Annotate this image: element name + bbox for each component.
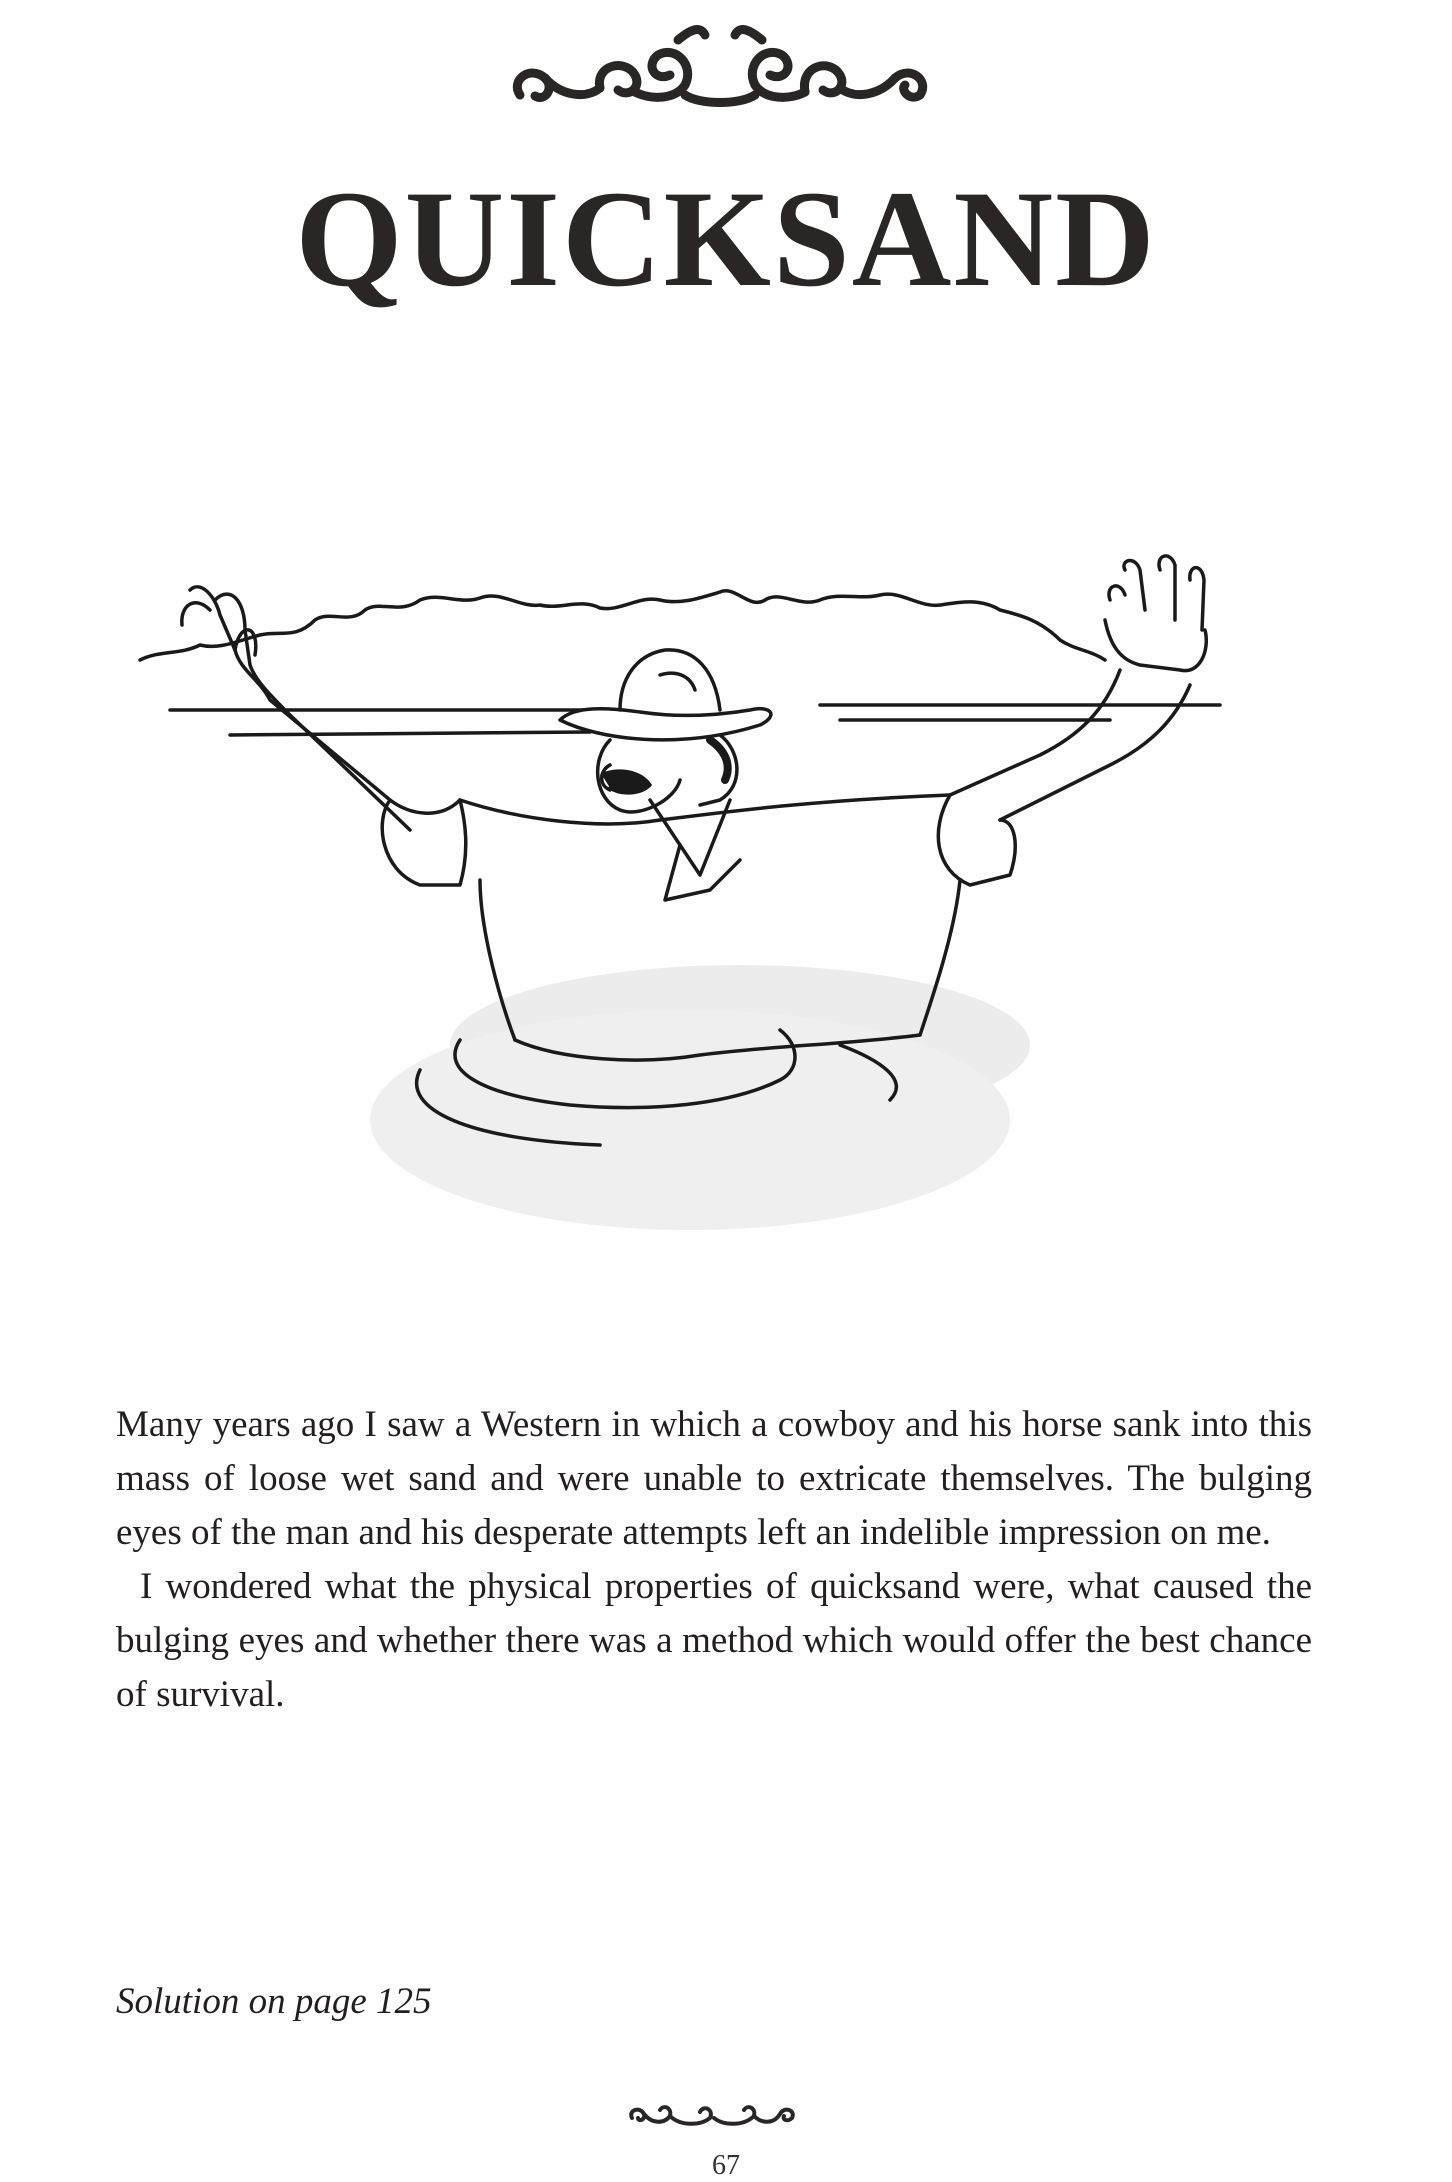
body-text	[116, 1398, 1312, 1722]
page-number: 67	[712, 2150, 740, 2181]
scroll-ornament-icon	[624, 2096, 800, 2136]
page-title: QUICKSAND	[295, 162, 1157, 315]
cowboy-quicksand-illustration	[120, 500, 1320, 1300]
paragraph: I wondered what the physical properties of quicksand were, what caused the bulging eyes and whether there was a method which would offer the best chance of survival.	[116, 1566, 1312, 1715]
paragraph: Many years ago I saw a Western in which a cowboy and his horse sank into this mass of loose wet sand and were unable to extricate themselves. The bulging eyes of the man and his desperate attempts left an indelible impression on me.	[116, 1404, 1312, 1553]
solution-reference: Solution on page 125	[116, 1981, 432, 2022]
scroll-ornament-icon	[500, 20, 940, 130]
